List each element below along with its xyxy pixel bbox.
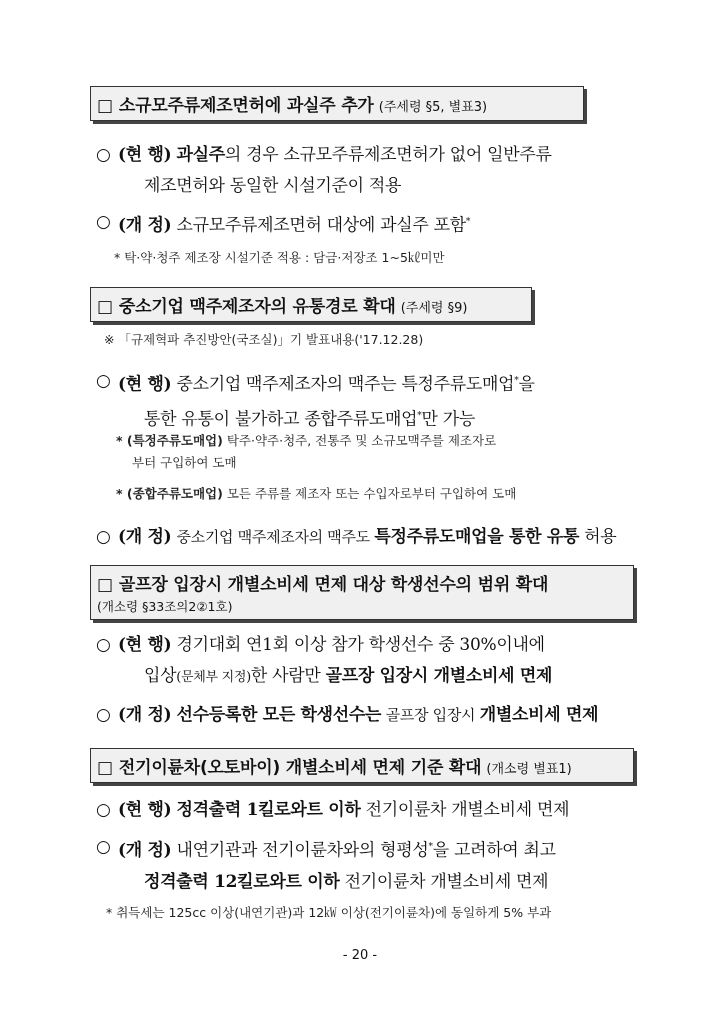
bullet: ○ <box>96 145 111 165</box>
checkbox-glyph: □ <box>97 758 113 778</box>
revised-text-bold: 특정주류도매업을 통한 유통 <box>374 527 580 547</box>
section-ref: (개소령 별표1) <box>486 762 572 777</box>
current-text: 의 경우 소규모주류제조면허가 없어 일반주류 <box>224 145 552 165</box>
current-text: 경기대회 연1회 이상 참가 학생선수 중 30%이내에 <box>176 635 545 655</box>
revised-text: 소규모주류제조면허 대상에 과실주 포함 <box>176 215 466 236</box>
footnote-mark: * <box>428 842 433 852</box>
tag-revised: (개 정) <box>118 215 172 236</box>
footnote: * 탁·약·청주 제조장 시설기준 적용 : 담금·저장조 1~5㎘미만 <box>114 250 445 265</box>
revised-paragraph-2 <box>96 522 636 553</box>
revised-text: 중소기업 맥주제조자의 맥주도 <box>176 528 375 546</box>
section-title: 소규모주류제조면허에 과실주 추가 <box>118 96 374 116</box>
footnote-label: * (종합주류도매업) <box>116 486 223 501</box>
current-continuation-mid: 한 사람만 <box>250 666 326 686</box>
section-header-3 <box>90 565 634 620</box>
tag-current: (현 행) <box>118 635 172 655</box>
current-paragraph-4 <box>96 795 636 826</box>
tag-revised: (개 정) <box>118 840 172 861</box>
revised-paragraph-3 <box>96 700 636 731</box>
current-paragraph-3 <box>96 630 636 693</box>
tag-current: (현 행) <box>118 374 172 395</box>
footnote-mark: * <box>465 217 471 227</box>
bullet: ○ <box>96 371 111 391</box>
current-text: 전기이륜차 개별소비세 면제 <box>360 800 570 820</box>
revised-text: 내연기관과 전기이륜차와의 형평성 <box>176 840 429 861</box>
bullet: ○ <box>96 635 111 655</box>
tag-current: (현 행) <box>118 145 172 165</box>
revised-paragraph-1 <box>96 207 636 242</box>
footnote-text: 모든 주류를 제조자 또는 수입자로부터 구입하여 도매 <box>226 486 517 501</box>
footnote-mark: * <box>417 410 422 421</box>
revised-continuation-bold: 정격출력 12킬로와트 이하 <box>144 871 340 892</box>
footnote-label: * (특정주류도매업) <box>116 433 223 448</box>
checkbox-glyph: □ <box>97 96 113 116</box>
section-ref: (개소령 §33조의2②1호) <box>97 599 233 614</box>
section-title: 중소기업 맥주제조자의 유통경로 확대 <box>118 297 396 317</box>
revised-text-end: 허용 <box>579 527 617 547</box>
footnote-mark: * <box>514 376 519 386</box>
current-continuation: 입상 <box>144 666 177 686</box>
section-title: 골프장 입장시 개별소비세 면제 대상 학생선수의 범위 확대 <box>118 575 549 595</box>
bullet: ○ <box>96 800 111 820</box>
reference-note: ※ 「규제혁파 추진방안(국조실)」기 발표내용('17.12.28) <box>104 332 424 347</box>
checkbox-glyph: □ <box>97 575 113 595</box>
section-ref: (주세령 §9) <box>400 301 468 316</box>
current-text-bold: 과실주 <box>176 145 225 165</box>
current-continuation-small: (문체부 지정) <box>176 670 251 685</box>
revised-text: 골프장 입장시 <box>381 706 480 724</box>
section-header-4 <box>90 748 634 783</box>
bullet: ○ <box>96 705 111 725</box>
tag-revised: (개 정) <box>118 705 172 725</box>
section-ref: (주세령 §5, 별표3) <box>378 100 488 115</box>
footnote: * 취득세는 125cc 이상(내연기관)과 12㎾ 이상(전기이륜차)에 동일하게 5% 부과 <box>106 905 552 920</box>
bullet: ○ <box>96 527 111 547</box>
footnote <box>116 483 516 505</box>
revised-paragraph-4 <box>96 832 636 898</box>
section-header-2 <box>90 287 532 322</box>
checkbox-glyph: □ <box>97 297 113 317</box>
revised-text-end: 을 고려하여 최고 <box>432 840 556 861</box>
current-text: 중소기업 맥주제조자의 맥주는 특정주류도매업 <box>176 374 515 395</box>
tag-current: (현 행) <box>118 800 172 820</box>
footnote-text: 탁주·약주·청주, 전통주 및 소규모맥주를 제조자로 <box>226 433 497 448</box>
current-continuation: 제조면허와 동일한 시설기준이 적용 <box>144 176 402 196</box>
revised-continuation: 전기이륜차 개별소비세 면제 <box>339 871 549 892</box>
current-continuation-bold: 골프장 입장시 개별소비세 면제 <box>325 666 553 686</box>
bullet: ○ <box>96 837 111 857</box>
bullet: ○ <box>96 212 111 232</box>
page-number: - 20 - <box>342 948 378 963</box>
current-paragraph-1 <box>96 140 636 202</box>
current-continuation: 통한 유통이 불가하고 종합주류도매업 <box>144 409 418 430</box>
revised-text-bold-end: 개별소비세 면제 <box>479 705 599 725</box>
current-continuation-end: 만 가능 <box>421 409 475 430</box>
section-header-1 <box>90 86 584 121</box>
current-text-end: 을 <box>518 374 535 395</box>
current-text-bold: 정격출력 1킬로와트 이하 <box>176 800 361 820</box>
tag-revised: (개 정) <box>118 527 172 547</box>
revised-text-bold: 선수등록한 모든 학생선수는 <box>176 705 382 725</box>
footnote-text-cont: 부터 구입하여 도매 <box>132 455 237 470</box>
current-paragraph-2 <box>96 366 636 435</box>
section-title: 전기이륜차(오토바이) 개별소비세 면제 기준 확대 <box>118 758 482 778</box>
footnote <box>116 430 496 474</box>
